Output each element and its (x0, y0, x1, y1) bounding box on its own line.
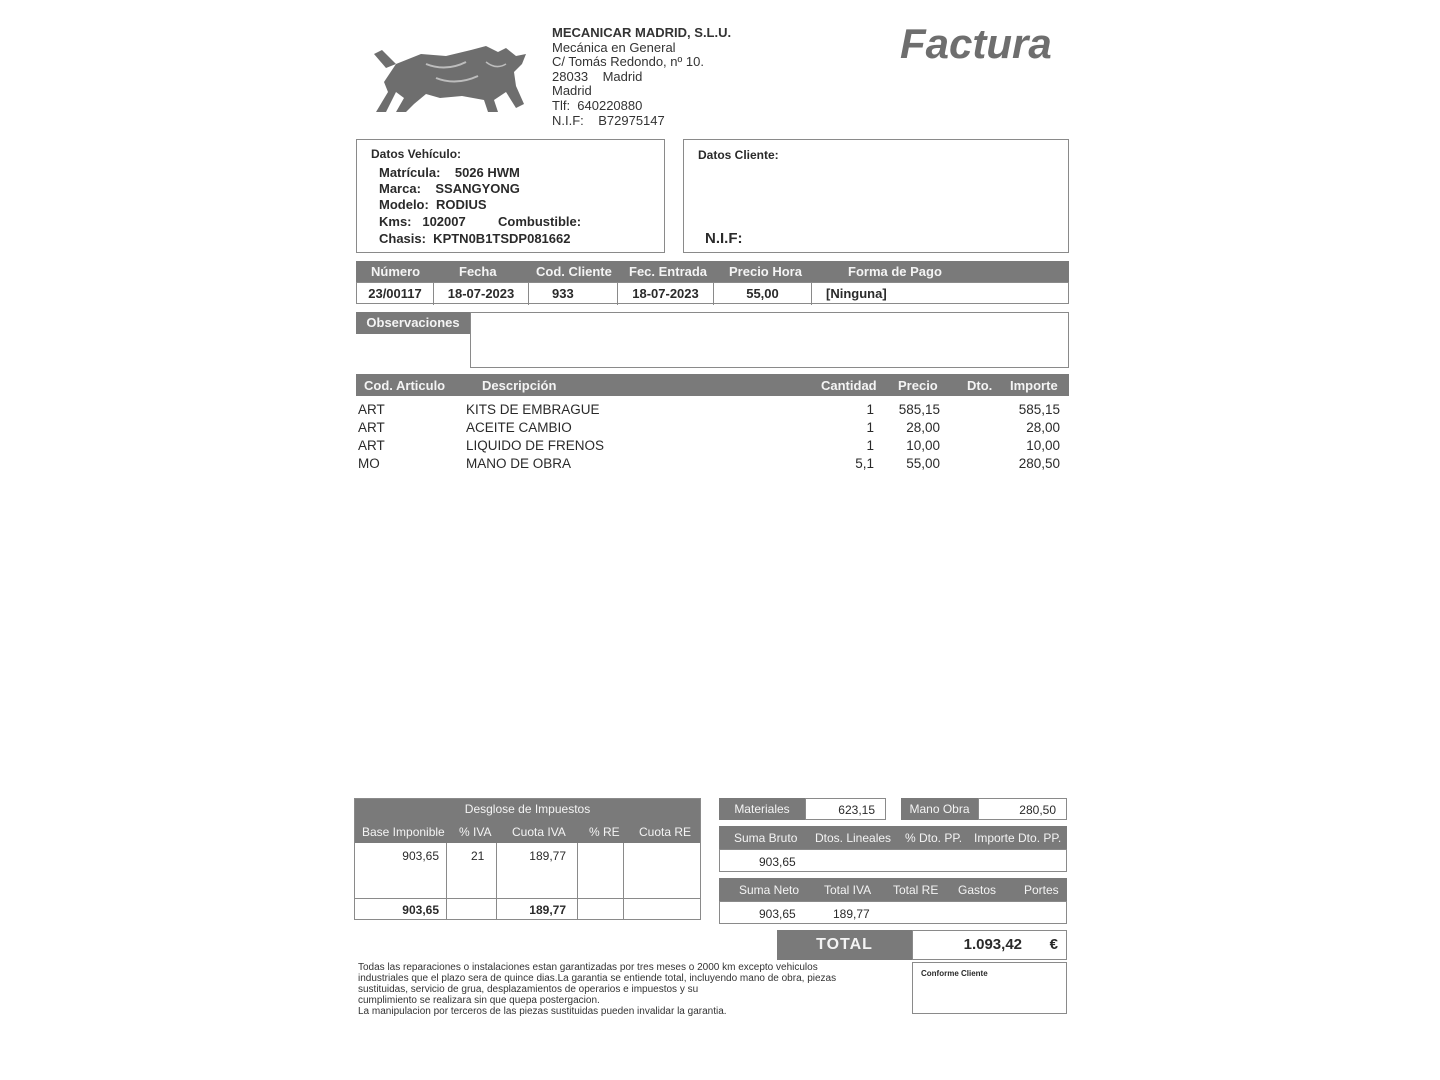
tax-columns (355, 821, 700, 843)
vehicle-marca: Marca: SSANGYONG (379, 181, 520, 196)
tax-header-re: % RE (589, 825, 620, 839)
client-data-box (683, 139, 1069, 253)
tax-cuota-value: 189,77 (529, 849, 566, 863)
header-dto: Dto. (967, 378, 993, 393)
invoice-info-header (356, 261, 1069, 282)
neto-header-suma: Suma Neto (739, 883, 800, 897)
company-address: C/ Tomás Redondo, nº 10. (552, 54, 704, 70)
item-code: MO (358, 456, 380, 471)
legal-notice (358, 962, 898, 1017)
item-desc: KITS DE EMBRAGUE (466, 402, 600, 417)
item-amount: 28,00 (1026, 420, 1060, 435)
currency-symbol: € (1049, 936, 1058, 953)
info-fec-entrada: 18-07-2023 (618, 283, 714, 305)
company-name: MECANICAR MADRID, S.L.U. (552, 25, 732, 40)
info-numero: 23/00117 (357, 283, 434, 305)
divider (355, 898, 700, 899)
legal-line: sustituidas, servicio de grua, desplazamientos de operarios e impuestos y su (358, 984, 699, 995)
item-desc: MANO DE OBRA (466, 456, 572, 471)
header-cod-articulo: Cod. Articulo (364, 378, 446, 393)
info-cod-cliente: 933 (529, 283, 618, 305)
tax-header-base: Base Imponible (362, 825, 445, 839)
observaciones-label: Observaciones (356, 312, 470, 334)
vehicle-chasis: Chasis: KPTN0B1TSDP081662 (379, 231, 571, 246)
vehicle-modelo: Modelo: RODIUS (379, 197, 487, 212)
tax-base-total: 903,65 (402, 903, 439, 917)
header-importe: Importe (1010, 378, 1058, 393)
header-descripcion: Descripción (482, 378, 557, 393)
item-code: ART (358, 438, 385, 453)
tax-iva-value: 21 (471, 849, 485, 863)
bruto-header-importe-dto: Importe Dto. PP. (974, 831, 1062, 845)
invoice-info-row (356, 282, 1069, 304)
tax-cuota-total: 189,77 (529, 903, 566, 917)
item-code: ART (358, 420, 385, 435)
legal-line: Todas las reparaciones o instalaciones estan garantizadas por tres meses o 2000 km excepto vehiculos (358, 962, 818, 973)
header-forma-pago: Forma de Pago (848, 264, 942, 279)
header-precio: Precio (898, 378, 938, 393)
observaciones-box (470, 312, 1069, 368)
total-iva-value: 189,77 (833, 907, 870, 921)
items-list (356, 402, 1069, 482)
company-province: Madrid (552, 83, 592, 99)
bruto-header-dtos: Dtos. Lineales (815, 831, 892, 845)
suma-bruto-value: 903,65 (759, 855, 796, 869)
table-row (356, 402, 1069, 420)
info-precio-hora: 55,00 (714, 283, 812, 305)
header-precio-hora: Precio Hora (729, 264, 802, 279)
table-row (356, 438, 1069, 456)
neto-header-portes: Portes (1024, 883, 1059, 897)
neto-header-re: Total RE (893, 883, 939, 897)
divider (496, 843, 497, 920)
vehicle-matricula: Matrícula: 5026 HWM (379, 165, 520, 180)
client-signature-box (912, 962, 1067, 1014)
total-box (912, 930, 1067, 960)
header-fecha: Fecha (459, 264, 497, 279)
vehicle-data-box (356, 139, 665, 253)
item-price: 28,00 (906, 420, 940, 435)
bruto-header-dto-pp: % Dto. PP. (905, 831, 963, 845)
client-title: Datos Cliente: (698, 148, 779, 162)
item-price: 10,00 (906, 438, 940, 453)
table-row (356, 420, 1069, 438)
total-label: TOTAL (777, 930, 912, 960)
items-header (356, 374, 1069, 396)
item-qty: 5,1 (855, 456, 874, 471)
company-activity: Mecánica en General (552, 39, 676, 55)
header-cod-cliente: Cod. Cliente (536, 264, 612, 279)
bruto-header-suma: Suma Bruto (734, 831, 798, 845)
tax-breakdown (354, 798, 701, 920)
document-title: Factura (900, 20, 1052, 67)
client-nif-label: N.I.F: (705, 230, 743, 247)
item-qty: 1 (866, 420, 874, 435)
tax-header-cuota-iva: Cuota IVA (512, 825, 566, 839)
bruto-header (719, 826, 1067, 849)
info-fecha: 18-07-2023 (434, 283, 529, 305)
item-qty: 1 (866, 438, 874, 453)
company-phone: Tlf: 640220880 (552, 97, 643, 113)
neto-values (719, 901, 1067, 924)
neto-header-iva: Total IVA (824, 883, 872, 897)
table-row (356, 456, 1069, 474)
neto-header-gastos: Gastos (958, 883, 997, 897)
bruto-values (719, 849, 1067, 872)
item-code: ART (358, 402, 385, 417)
item-amount: 280,50 (1018, 456, 1060, 471)
divider (623, 843, 624, 920)
legal-line: La manipulacion por terceros de las piezas sustituidas pueden invalidar la garantia. (358, 1006, 727, 1017)
divider (577, 843, 578, 920)
legal-line: industriales que el plazo sera de quince dias.La garantia se entiende total, incluyendo mano de obra, piezas (358, 973, 837, 984)
header-numero: Número (371, 264, 421, 279)
vehicle-kms: Kms: 102007 (379, 214, 466, 229)
bull-logo (366, 42, 532, 114)
suma-neto-value: 903,65 (759, 907, 796, 921)
item-amount: 585,15 (1018, 402, 1060, 417)
conforme-label: Conforme Cliente (921, 969, 988, 978)
neto-header (719, 878, 1067, 901)
legal-line: cumplimiento se realizara sin que quepa postergacion. (358, 995, 600, 1006)
header-fec-entrada: Fec. Entrada (629, 264, 708, 279)
tax-base-value: 903,65 (402, 849, 439, 863)
info-forma-pago: [Ninguna] (826, 286, 887, 301)
materiales-value: 623,15 (805, 798, 886, 820)
item-desc: ACEITE CAMBIO (466, 420, 572, 435)
item-price: 55,00 (906, 456, 940, 471)
item-qty: 1 (866, 402, 874, 417)
tax-title: Desglose de Impuestos (355, 799, 700, 821)
item-desc: LIQUIDO DE FRENOS (466, 438, 605, 453)
mano-obra-label: Mano Obra (901, 798, 978, 820)
company-info (552, 26, 731, 128)
company-postal-city: 28033 Madrid (552, 68, 643, 84)
divider (446, 843, 447, 920)
item-amount: 10,00 (1026, 438, 1060, 453)
materiales-label: Materiales (719, 798, 805, 820)
item-price: 585,15 (898, 402, 940, 417)
tax-header-iva: % IVA (459, 825, 492, 839)
vehicle-combustible: Combustible: (498, 214, 582, 229)
tax-header-cuota-re: Cuota RE (639, 825, 692, 839)
company-nif: N.I.F: B72975147 (552, 112, 665, 128)
total-value: 1.093,42 (963, 936, 1022, 953)
header-cantidad: Cantidad (821, 378, 877, 393)
vehicle-title: Datos Vehículo: (371, 147, 462, 161)
mano-obra-value: 280,50 (978, 798, 1067, 820)
